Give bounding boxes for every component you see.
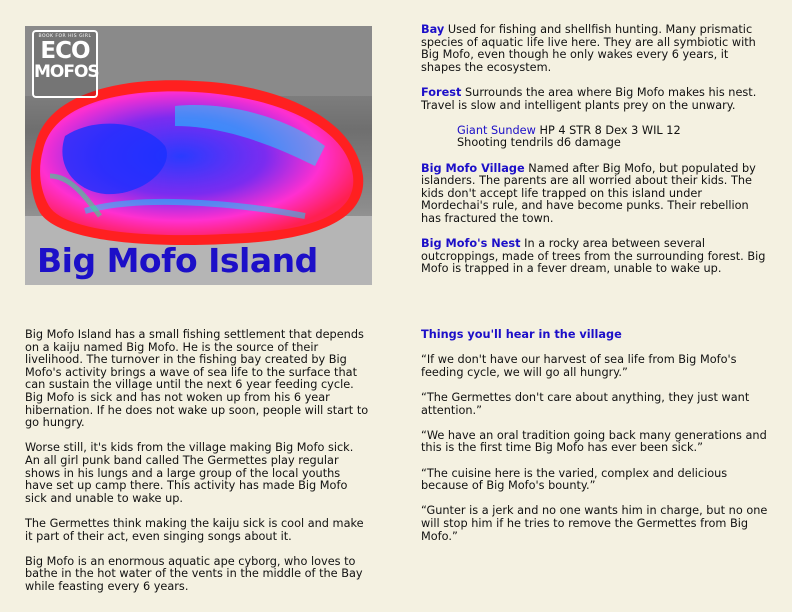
- monster-stat-block: [457, 125, 769, 150]
- monster-stats: HP 4 STR 8 Dex 3 WIL 12: [539, 123, 681, 137]
- monster-name: Giant Sundew: [457, 123, 536, 137]
- rumors-column: [421, 329, 769, 556]
- intro-column: [25, 329, 371, 606]
- locations-column: [421, 24, 769, 288]
- location-name: Bay: [421, 23, 445, 36]
- logo-word-mofos: MOFOS: [34, 62, 99, 82]
- location-nest: [421, 238, 769, 276]
- rumor-item: “The cuisine here is the varied, complex and delicious because of Big Mofo's bounty.”: [421, 466, 728, 493]
- rumor-item: “If we don't have our harvest of sea life from Big Mofo's feeding cycle, we will go all hungry.”: [421, 353, 737, 379]
- location-text: Surrounds the area where Big Mofo makes his nest. Travel is slow and intelligent plants prey on the unwary.: [421, 85, 757, 112]
- location-name: Big Mofo Village: [421, 161, 525, 175]
- intro-paragraph: Worse still, it's kids from the village making Big Mofo sick. An all girl punk band called The Germettes play regular shows in his lungs and a large group of the local youths have set up camp there. This activity has made Big Mofo sick and unable to wake up.: [25, 441, 354, 505]
- intro-paragraph: The Germettes think making the kaiju sick is cool and make it part of their act, even singing songs about it.: [25, 516, 364, 543]
- location-text: Used for fishing and shellfish hunting. Many prismatic species of aquatic life live here. They are all symbiotic with Big Mofo, even though he only wakes every 6 years, it shapes the ecosystem.: [421, 23, 756, 74]
- location-name: Forest: [421, 85, 462, 99]
- location-name: Big Mofo's Nest: [421, 237, 521, 251]
- rumor-item: “Gunter is a jerk and no one wants him in charge, but no one will stop him if he tries to remove the Germettes from Big Mofo.”: [421, 504, 768, 543]
- location-village: [421, 163, 769, 226]
- logo-tagline: BOOK FOR HIS GIRL: [38, 34, 92, 39]
- intro-paragraph: Big Mofo Island has a small fishing settlement that depends on a kaiju named Big Mofo. He is the source of their livelihood. The turnover in the fishing bay created by Big Mofo's activity brings a wave of sea life to the surface that can sustain the village until the next 6 year feeding cycle. Big Mofo is sick and has not woken up from his 6 year hibernation. If he does not wake up soon, people will start to go hungry.: [25, 328, 369, 430]
- intro-paragraph: Big Mofo is an enormous aquatic ape cyborg, who loves to bathe in the hot water of the vents in the middle of the Bay while feasting every 6 years.: [25, 554, 363, 593]
- eco-mofos-logo: [32, 30, 98, 98]
- monster-attack: Shooting tendrils d6 damage: [457, 136, 621, 150]
- rumors-heading: Things you'll hear in the village: [421, 328, 622, 341]
- logo-word-eco: ECO: [40, 38, 90, 64]
- location-text: Named after Big Mofo, but populated by islanders. The parents are all worried about their kids. The kids don't accept life trapped on this island under Mordechai's rule, and have become punks. Their rebellion has fractured the town.: [421, 161, 756, 225]
- rumor-item: “We have an oral tradition going back many generations and this is the first time Big Mofo has ever been sick.”: [421, 428, 767, 455]
- rumor-item: “The Germettes don't care about anything, they just want attention.”: [421, 390, 750, 417]
- location-forest: [421, 87, 769, 112]
- location-bay: [421, 24, 769, 74]
- location-text: In a rocky area between several outcroppings, made of trees from the surrounding forest. Big Mofo is trapped in a fever dream, unable to wake up.: [421, 237, 766, 276]
- cover-image: [25, 26, 372, 285]
- cover-title: Big Mofo Island: [37, 241, 318, 280]
